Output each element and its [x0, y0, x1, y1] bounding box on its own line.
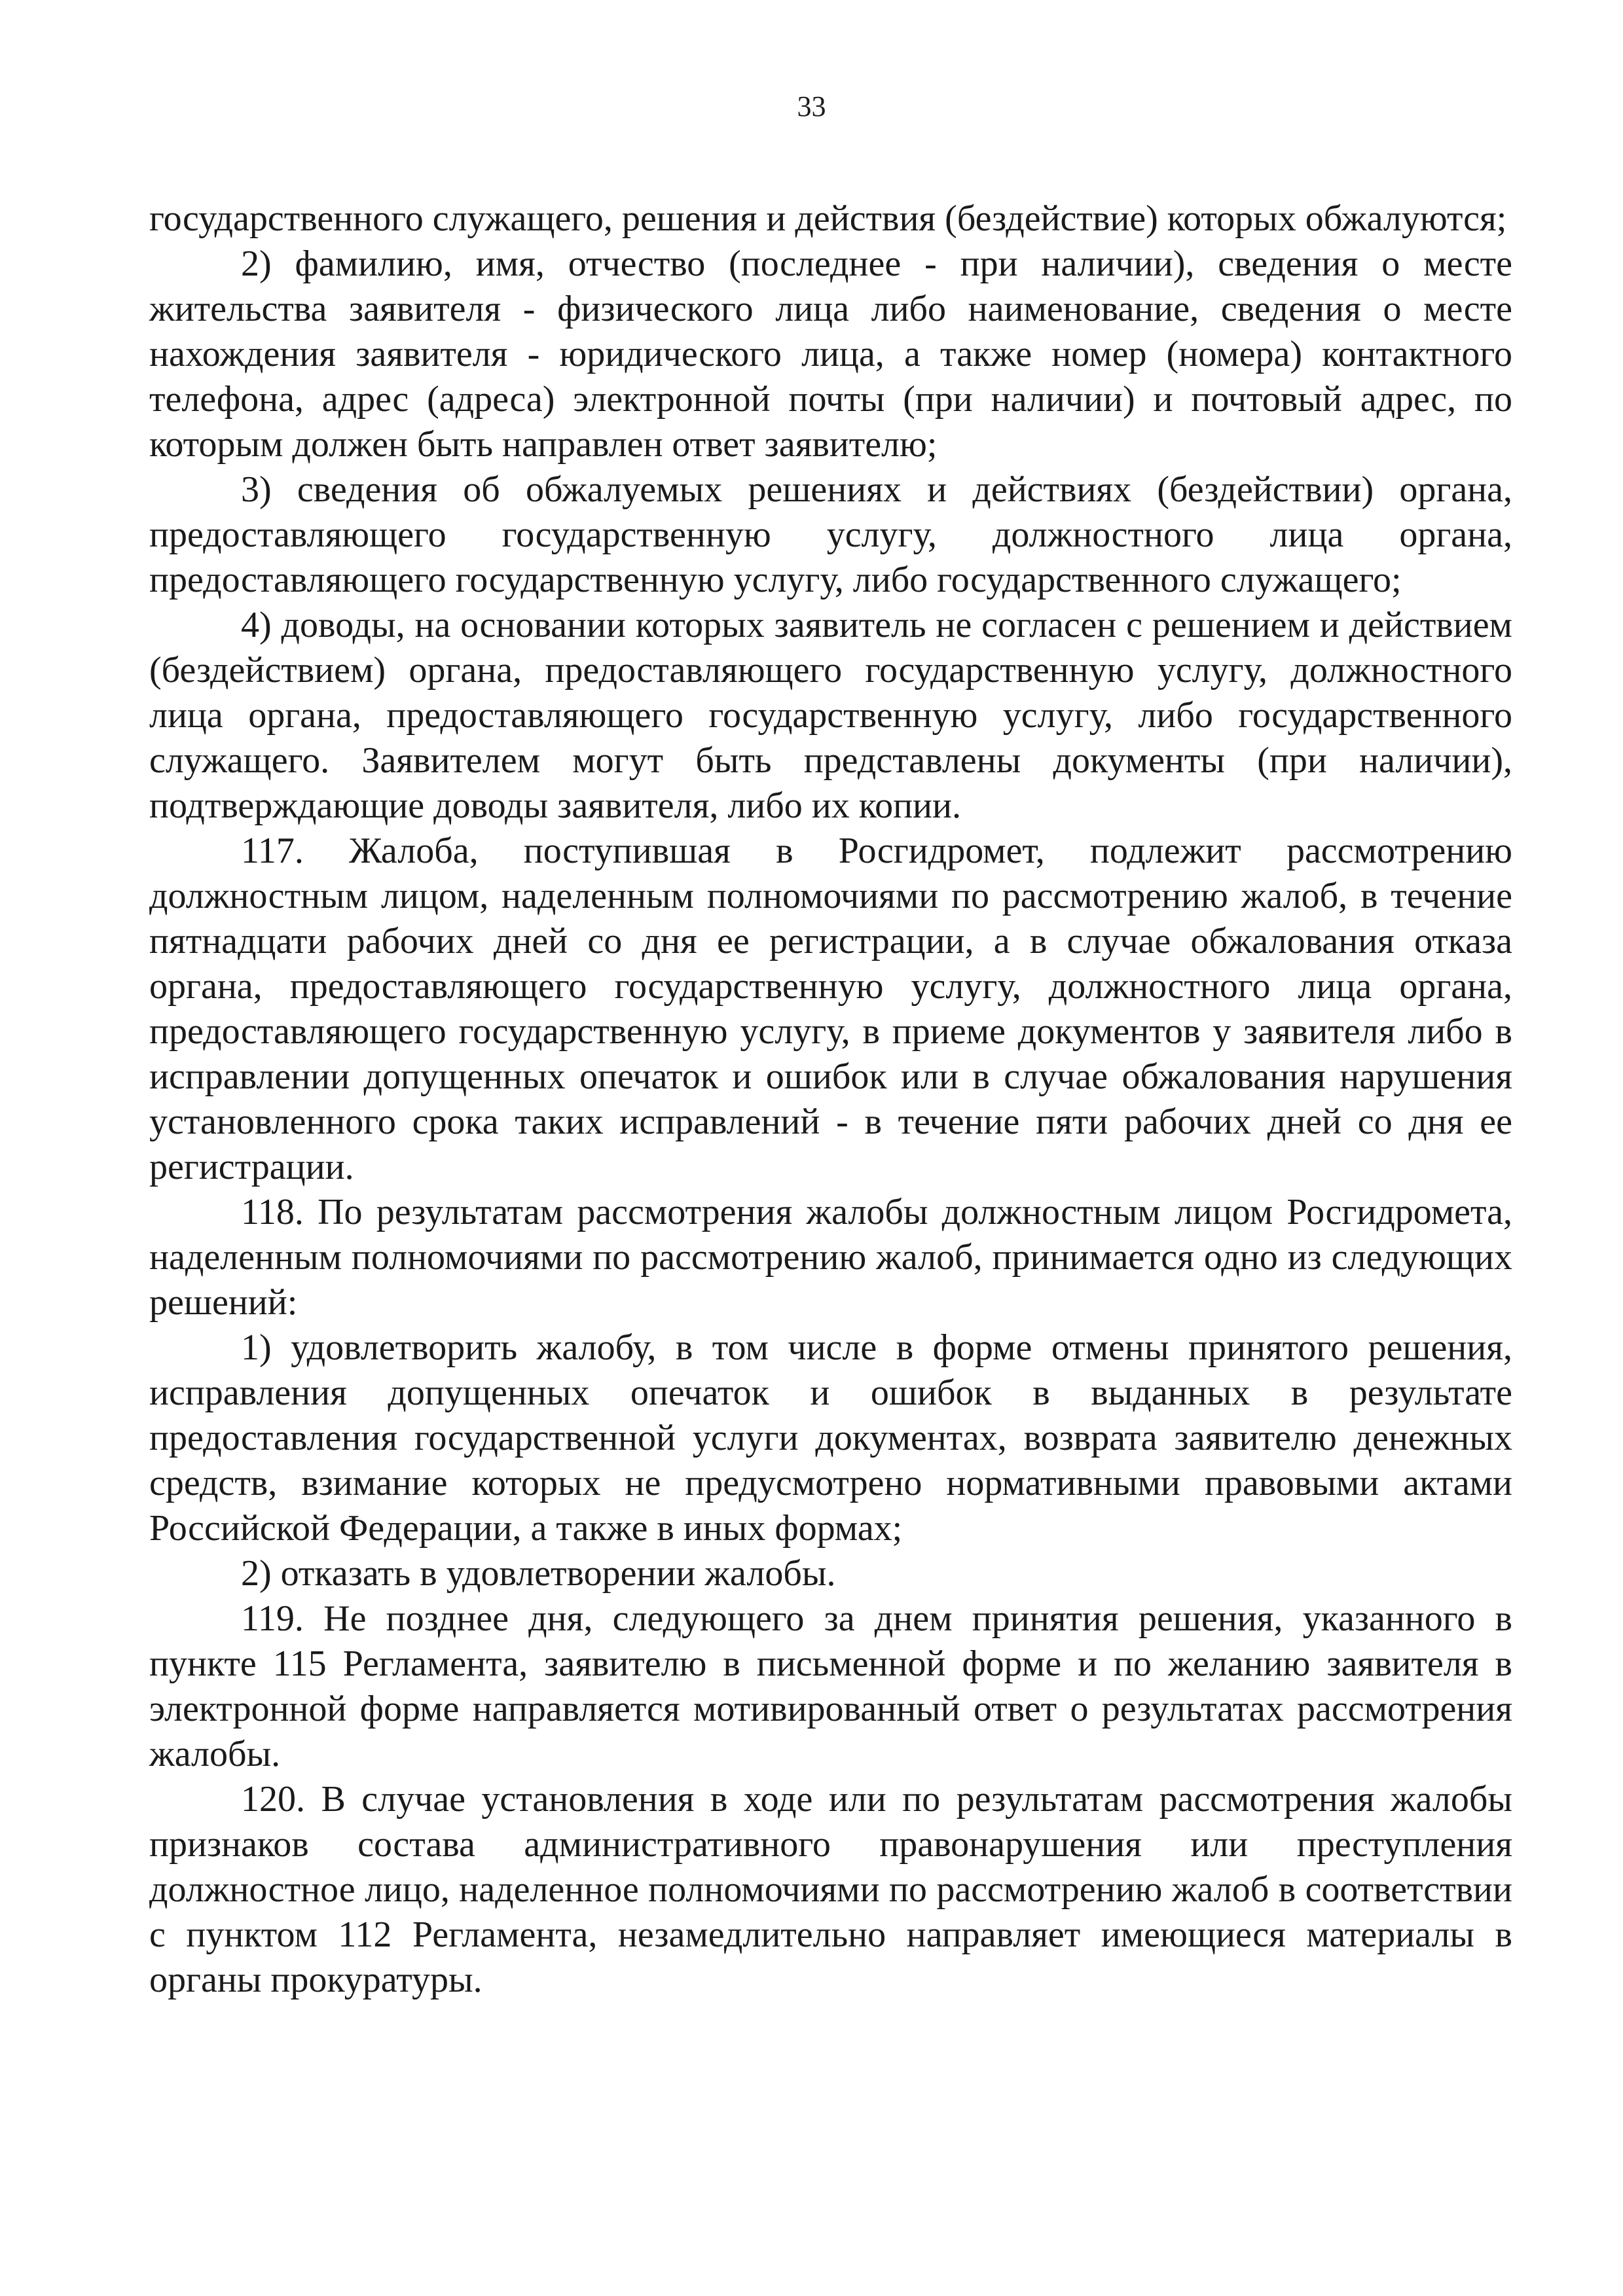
paragraph-118-item-2: 2) отказать в удовлетворении жалобы. — [241, 1553, 836, 1594]
paragraph-item-3: 3) сведения об обжалуемых решениях и действиях (бездействии) органа, предоставляющего государственную услугу, должностного лица органа, предоставляющего государственную услугу, либо государственного служащего; — [149, 469, 1512, 600]
paragraph-item-4: 4) доводы, на основании которых заявитель не согласен с решением и действием (бездействием) органа, предоставляющего государственную услугу, должностного лица органа, предоставляющего государственную услугу, либо государственного служащего. Заявителем могут быть представлены документы (при наличии), подтверждающие доводы заявителя, либо их копии. — [149, 605, 1512, 826]
document-body — [149, 196, 1512, 2003]
paragraph-continuation: государственного служащего, решения и действия (бездействие) которых обжалуются; — [149, 198, 1507, 239]
paragraph-item-2: 2) фамилию, имя, отчество (последнее - при наличии), сведения о месте жительства заявителя - физического лица либо наименование, сведения о месте нахождения заявителя - юридического лица, а также номер (номера) контактного телефона, адрес (адреса) электронной почты (при наличии) и почтовый адрес, по которым должен быть направлен ответ заявителю; — [149, 243, 1512, 465]
paragraph-117: 117. Жалоба, поступившая в Росгидромет, подлежит рассмотрению должностным лицом, наделенным полномочиями по рассмотрению жалоб, в течение пятнадцати рабочих дней со дня ее регистрации, а в случае обжалования отказа органа, предоставляющего государственную услугу, должностного лица органа, предоставляющего государственную услугу, в приеме документов у заявителя либо в исправлении допущенных опечаток и ошибок или в случае обжалования нарушения установленного срока таких исправлений - в течение пяти рабочих дней со дня ее регистрации. — [149, 831, 1512, 1187]
page-number: 33 — [797, 90, 826, 122]
paragraph-119: 119. Не позднее дня, следующего за днем принятия решения, указанного в пункте 115 Регламента, заявителю в письменной форме и по желанию заявителя в электронной форме направляется мотивированный ответ о результатах рассмотрения жалобы. — [149, 1598, 1512, 1774]
paragraph-118-item-1: 1) удовлетворить жалобу, в том числе в форме отмены принятого решения, исправления допущенных опечаток и ошибок в выданных в результате предоставления государственной услуги документах, возврата заявителю денежных средств, взимание которых не предусмотрено нормативными правовыми актами Российской Федерации, а также в иных формах; — [149, 1327, 1512, 1549]
paragraph-118: 118. По результатам рассмотрения жалобы должностным лицом Росгидромета, наделенным полномочиями по рассмотрению жалоб, принимается одно из следующих решений: — [149, 1192, 1512, 1323]
paragraph-120: 120. В случае установления в ходе или по результатам рассмотрения жалобы признаков состава административного правонарушения или преступления должностное лицо, наделенное полномочиями по рассмотрению жалоб в соответствии с пунктом 112 Регламента, незамедлительно направляет имеющиеся материалы в органы прокуратуры. — [149, 1779, 1512, 2000]
